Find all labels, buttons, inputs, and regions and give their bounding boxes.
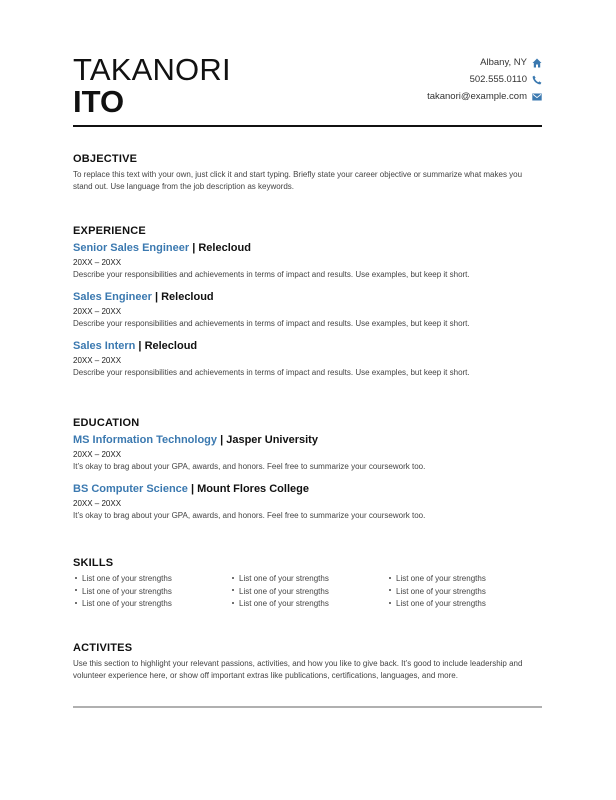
job-title[interactable]: Sales Engineer (73, 291, 152, 303)
home-icon (532, 58, 542, 68)
education-entry (73, 433, 542, 473)
job-title[interactable]: Senior Sales Engineer (73, 242, 190, 254)
first-name[interactable]: TAKANORI (73, 52, 231, 87)
skill-item[interactable]: List one of your strengths (387, 573, 542, 586)
separator: | (192, 242, 196, 254)
skill-item[interactable]: List one of your strengths (230, 598, 387, 611)
phone-text[interactable]: 502.555.0110 (469, 74, 527, 85)
skill-item[interactable]: List one of your strengths (230, 586, 387, 599)
experience-entry (73, 339, 542, 379)
experience-title: EXPERIENCE (73, 225, 146, 237)
job-description[interactable]: Describe your responsibilities and achievements in terms of impact and results. Use examples, but keep it short. (73, 319, 470, 328)
objective-title: OBJECTIVE (73, 153, 138, 165)
contact-phone (427, 71, 542, 88)
experience-section (73, 224, 542, 388)
footer-divider (73, 706, 542, 708)
company-name[interactable]: Relecloud (144, 340, 198, 352)
email-text[interactable]: takanori@example.com (427, 91, 527, 102)
job-dates[interactable]: 20XX – 20XX (73, 356, 122, 365)
header-divider (73, 125, 542, 127)
activities-section (73, 641, 542, 682)
phone-icon (532, 75, 542, 85)
job-description[interactable]: Describe your responsibilities and achievements in terms of impact and results. Use examples, but keep it short. (73, 270, 470, 279)
job-title[interactable]: Sales Intern (73, 340, 136, 352)
education-dates[interactable]: 20XX – 20XX (73, 450, 122, 459)
bullet-icon (232, 589, 234, 591)
contact-location (427, 54, 542, 71)
activities-text[interactable]: Use this section to highlight your relevant passions, activities, and how you like to give back. It’s good to include leadership and volunteer experience here, or show off important extras like publications, certifications, languages, and more. (73, 659, 523, 680)
education-description[interactable]: It’s okay to brag about your GPA, awards, and honors. Feel free to summarize your coursework too. (73, 511, 426, 520)
skills-title: SKILLS (73, 557, 114, 569)
bullet-icon (232, 577, 234, 579)
education-section (73, 416, 542, 531)
location-text[interactable]: Albany, NY (480, 57, 527, 68)
bullet-icon (232, 602, 234, 604)
education-entry (73, 482, 542, 522)
education-dates[interactable]: 20XX – 20XX (73, 499, 122, 508)
education-description[interactable]: It’s okay to brag about your GPA, awards, and honors. Feel free to summarize your coursework too. (73, 462, 426, 471)
bullet-icon (389, 602, 391, 604)
school-name[interactable]: Mount Flores College (197, 483, 309, 495)
separator: | (190, 483, 195, 495)
skills-section (73, 556, 542, 611)
job-dates[interactable]: 20XX – 20XX (73, 307, 122, 316)
skill-item[interactable]: List one of your strengths (73, 586, 230, 599)
job-description[interactable]: Describe your responsibilities and achievements in terms of impact and results. Use examples, but keep it short. (73, 368, 470, 377)
objective-text[interactable]: To replace this text with your own, just click it and start typing. Briefly state your career objective or summarize what makes you stand out. Use language from the job description as keywords. (73, 170, 523, 191)
school-name[interactable]: Jasper University (226, 434, 318, 446)
skill-item[interactable]: List one of your strengths (73, 573, 230, 586)
bullet-icon (75, 577, 77, 579)
separator: | (138, 340, 142, 352)
bullet-icon (389, 589, 391, 591)
activities-title: ACTIVITES (73, 642, 133, 654)
skill-item[interactable]: List one of your strengths (73, 598, 230, 611)
skills-list (73, 573, 542, 611)
experience-entry (73, 290, 542, 330)
contact-block (427, 54, 542, 105)
envelope-icon (532, 92, 542, 102)
job-dates[interactable]: 20XX – 20XX (73, 258, 122, 267)
company-name[interactable]: Relecloud (161, 291, 214, 303)
skill-item[interactable]: List one of your strengths (387, 586, 542, 599)
education-title: EDUCATION (73, 417, 140, 429)
bullet-icon (75, 602, 77, 604)
separator: | (220, 434, 224, 446)
last-name[interactable]: ITO (73, 84, 125, 119)
bullet-icon (389, 577, 391, 579)
bullet-icon (75, 589, 77, 591)
company-name[interactable]: Relecloud (198, 242, 251, 254)
degree[interactable]: BS Computer Science (73, 483, 188, 495)
skill-item[interactable]: List one of your strengths (387, 598, 542, 611)
resume-header (73, 52, 542, 122)
degree[interactable]: MS Information Technology (73, 434, 218, 446)
experience-entry (73, 241, 542, 281)
resume-page (73, 0, 542, 800)
objective-section (73, 152, 542, 193)
contact-email (427, 88, 542, 105)
separator: | (154, 291, 159, 303)
skill-item[interactable]: List one of your strengths (230, 573, 387, 586)
